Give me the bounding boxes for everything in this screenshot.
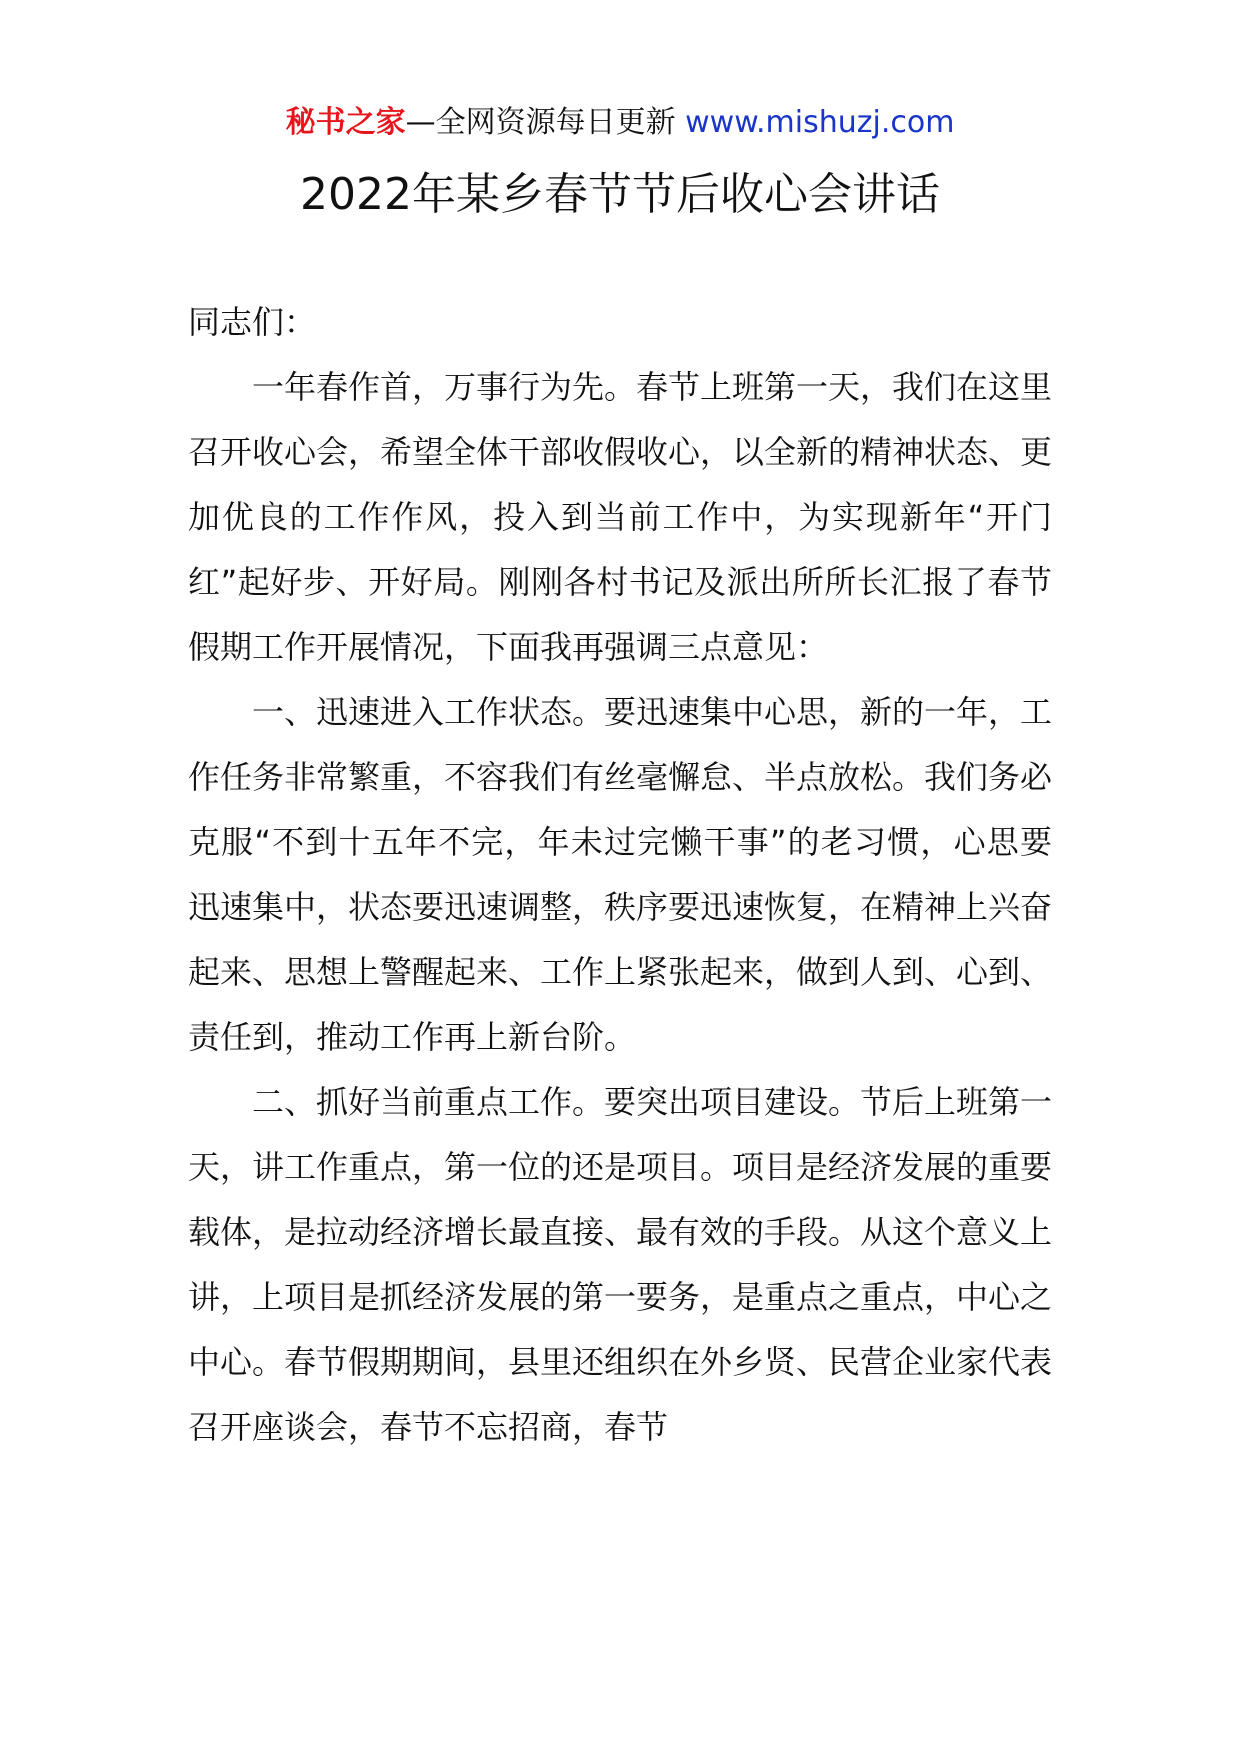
paragraph-point-one: 一、迅速进入工作状态。要迅速集中心思，新的一年，工作任务非常繁重，不容我们有丝毫懈怠、半点放松。我们务必克服“不到十五年不完，年未过完懒干事”的老习惯，心思要迅速集中，状态要迅速调整，秩序要迅速恢复，在精神上兴奋起来、思想上警醒起来、工作上紧张起来，做到人到、心到、责任到，推动工作再上新台阶。 — [188, 693, 1053, 1056]
paragraph-intro: 一年春作首，万事行为先。春节上班第一天，我们在这里召开收心会，希望全体干部收假收心，以全新的精神状态、更加优良的工作作风，投入到当前工作中，为实现新年“开门红”起好步、开好局。刚刚各村书记及派出所所长汇报了春节假期工作开展情况，下面我再强调三点意见： — [188, 368, 1053, 666]
header-slogan: —全网资源每日更新 — [405, 105, 676, 140]
site-header — [0, 100, 1240, 146]
document-title: 2022年某乡春节节后收心会讲话 — [300, 169, 940, 220]
salutation: 同志们： — [188, 303, 317, 341]
document-body — [188, 290, 1052, 1460]
paragraph-point-two: 二、抓好当前重点工作。要突出项目建设。节后上班第一天，讲工作重点，第一位的还是项目。项目是经济发展的重要载体，是拉动经济增长最直接、最有效的手段。从这个意义上讲，上项目是抓经济发展的第一要务，是重点之重点，中心之中心。春节假期期间，县里还组织在外乡贤、民营企业家代表召开座谈会，春节不忘招商，春节 — [188, 1083, 1053, 1446]
site-url-link[interactable]: www.mishuzj.com — [685, 105, 955, 140]
brand-name: 秘书之家 — [285, 105, 406, 140]
